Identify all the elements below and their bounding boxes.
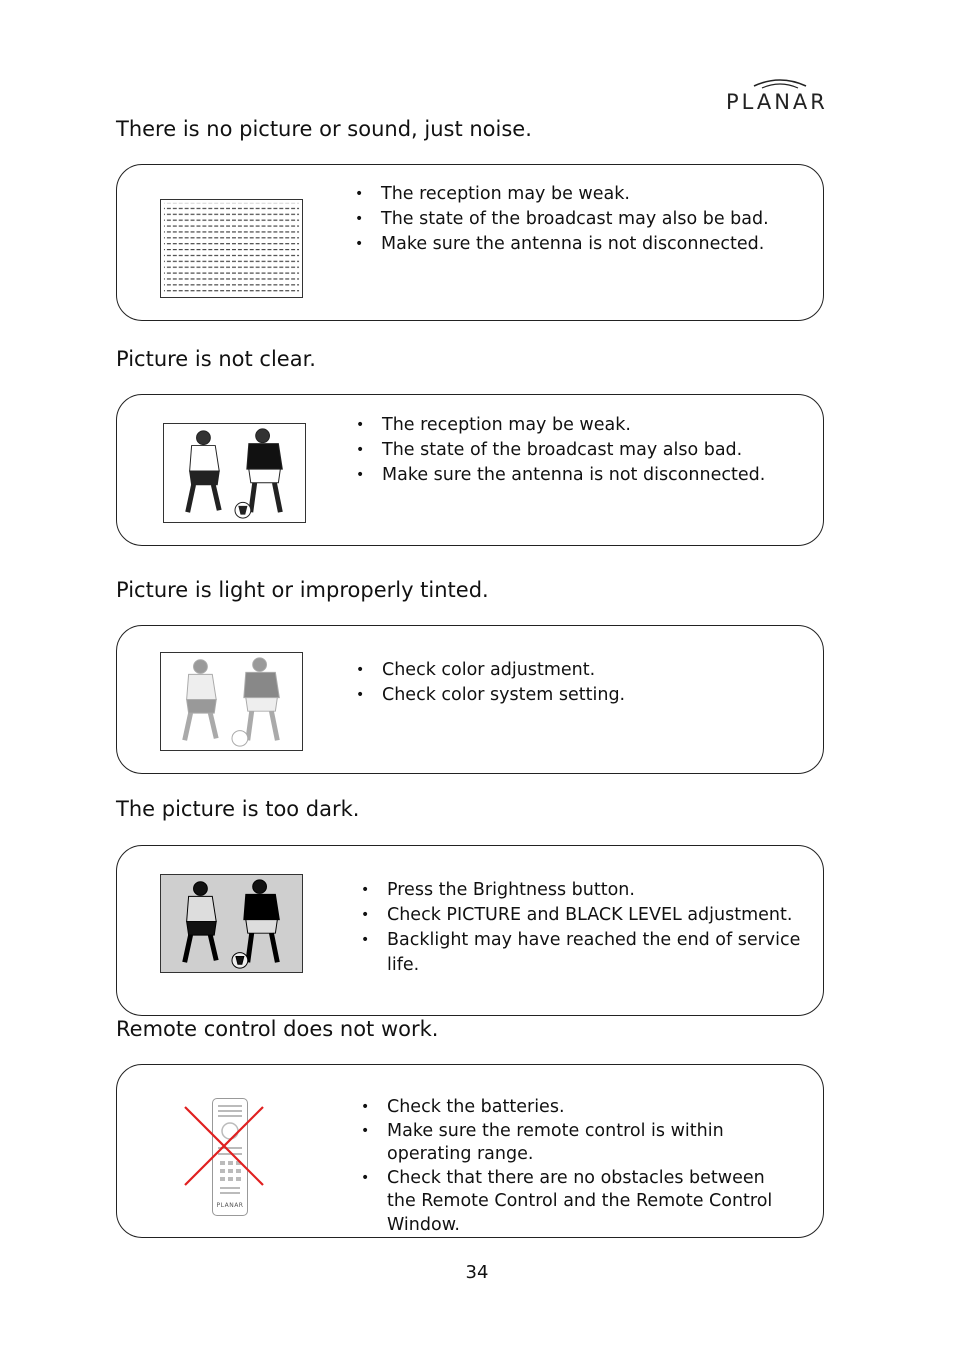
list-item: • Make sure the antenna is not disconnected. [356,463,806,488]
list-item: • The reception may be weak. [355,182,805,207]
list-item: • Check the batteries. [361,1096,796,1120]
list-item: • Make sure the remote control is within operating range. [361,1120,796,1167]
section-box-light-tinted [116,625,824,774]
cross-out-icon [183,1105,265,1187]
bullet-list-light-tinted [356,658,806,708]
list-item: • The state of the broadcast may also be bad. [355,207,805,232]
list-item: • Press the Brightness button. [361,878,816,903]
list-item: • Check color adjustment. [356,658,806,683]
section-title-remote: Remote control does not work. [116,1017,439,1041]
planar-logo [724,76,840,118]
list-item: • Make sure the antenna is not disconnected. [355,232,805,257]
list-item: • Check color system setting. [356,683,806,708]
remote-brand-label: PLANAR [216,1202,244,1209]
page-number: 34 [465,1262,489,1283]
section-title-too-dark: The picture is too dark. [116,797,360,821]
bullet-list-not-clear [356,413,806,488]
section-title-noise: There is no picture or sound, just noise. [116,117,532,141]
list-item: • The state of the broadcast may also bad. [356,438,806,463]
soccer-players-light-image [160,652,303,751]
section-box-not-clear [116,394,824,546]
soccer-players-image [163,423,306,523]
soccer-players-dark-image [160,874,303,973]
logo-text: PLANAR [726,90,828,114]
section-box-too-dark [116,845,824,1016]
section-title-light-tinted: Picture is light or improperly tinted. [116,578,489,602]
list-item: • Check that there are no obstacles between the Remote Control and the Remote Control Window. [361,1167,796,1238]
logo-swoosh-icon [752,76,808,90]
section-box-noise [116,164,824,321]
list-item: • Backlight may have reached the end of service life. [361,928,816,978]
noise-screen-image [160,199,303,298]
list-item: • The reception may be weak. [356,413,806,438]
bullet-list-noise [355,182,805,257]
section-title-not-clear: Picture is not clear. [116,347,316,371]
section-box-remote [116,1064,824,1238]
list-item: • Check PICTURE and BLACK LEVEL adjustment. [361,903,816,928]
bullet-list-too-dark [361,878,816,978]
bullet-list-remote [361,1096,796,1237]
